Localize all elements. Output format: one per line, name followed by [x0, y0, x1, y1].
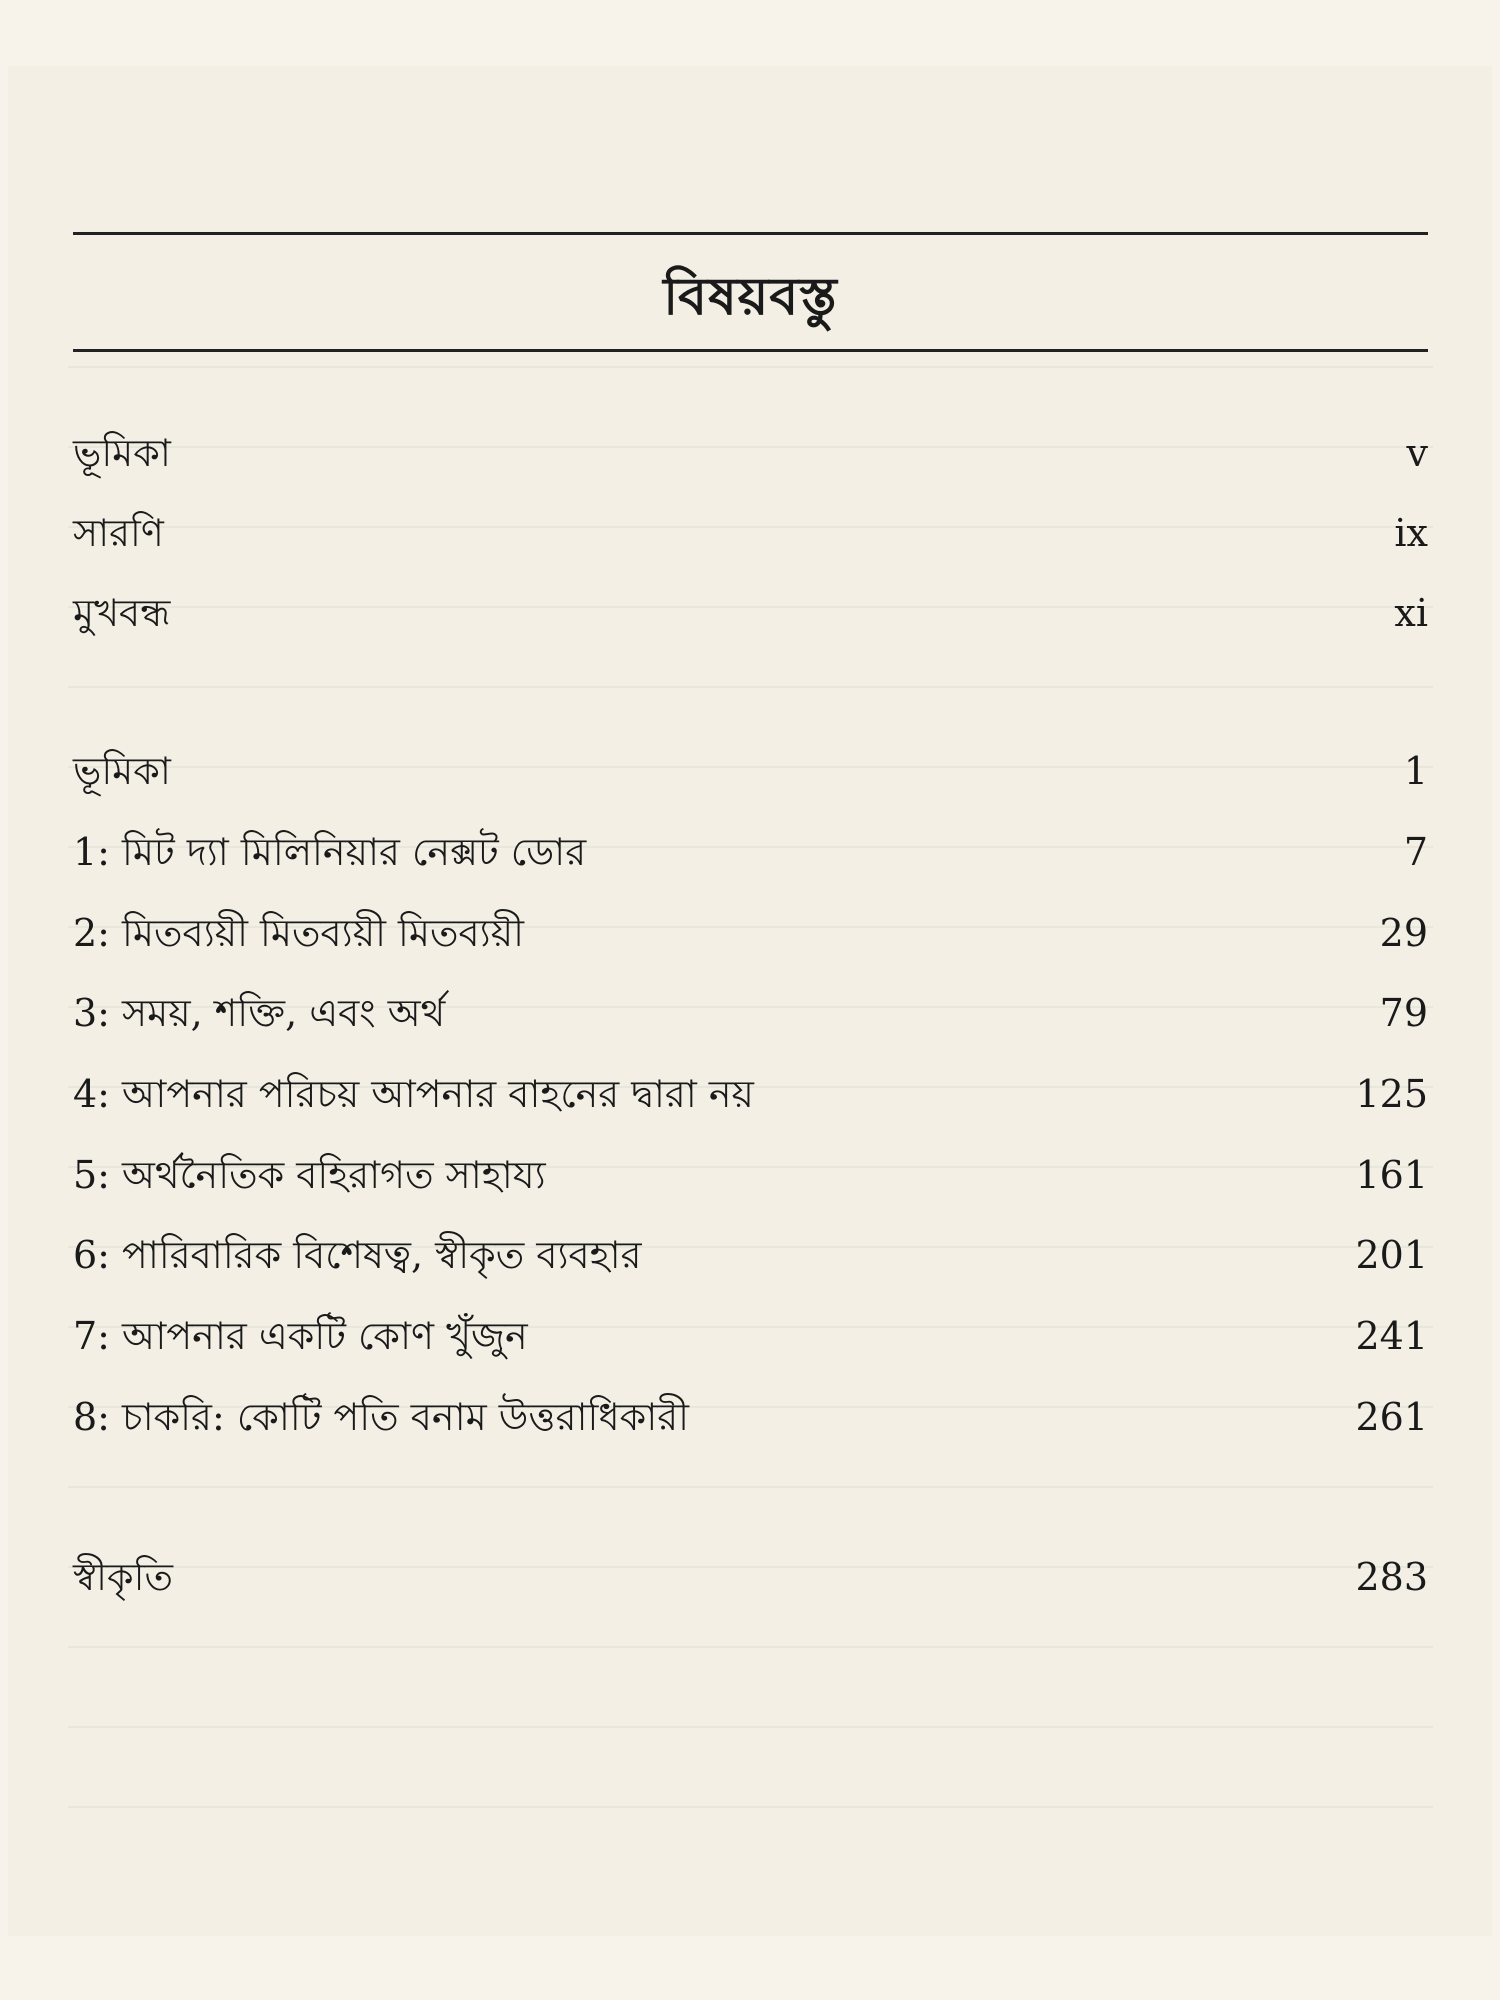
toc-entry-chapter-3: [73, 984, 1428, 1044]
toc-entry-page: ix: [1394, 511, 1428, 555]
toc-entry-label: 1: মিট দ্যা মিলিনিয়ার নেক্সট ডোর: [73, 830, 587, 874]
toc-entry-preface: [73, 424, 1428, 484]
toc-entry-introduction: [73, 742, 1428, 802]
page-title: বিষয়বস্তু: [663, 266, 838, 327]
toc-entry-page: 161: [1355, 1153, 1428, 1197]
toc-entry-label: ভূমিকা: [73, 431, 171, 475]
toc-entry-foreword: [73, 584, 1428, 644]
toc-entry-chapter-7: [73, 1307, 1428, 1367]
toc-entry-label: 3: সময়, শক্তি, এবং অর্থ: [73, 991, 446, 1035]
toc-entry-label: 6: পারিবারিক বিশেষত্ব, স্বীকৃত ব্যবহার: [73, 1233, 642, 1277]
toc-entry-chapter-8: [73, 1388, 1428, 1448]
toc-entry-page: 7: [1403, 830, 1428, 874]
toc-entry-page: xi: [1394, 591, 1428, 635]
toc-entry-label: 2: মিতব্যয়ী মিতব্যয়ী মিতব্যয়ী: [73, 911, 524, 955]
toc-entry-label: ভূমিকা: [73, 749, 171, 793]
toc-entry-acknowledgements: [73, 1548, 1428, 1608]
toc-entry-chapter-1: [73, 823, 1428, 883]
toc-entry-page: 241: [1355, 1314, 1428, 1358]
toc-entry-page: 201: [1355, 1233, 1428, 1277]
top-rule: [73, 232, 1428, 235]
toc-entry-label: 7: আপনার একটি কোণ খুঁজুন: [73, 1314, 528, 1358]
bottom-rule: [73, 349, 1428, 352]
toc-entry-page: 1: [1403, 749, 1428, 793]
toc-entry-page: 125: [1355, 1072, 1428, 1116]
toc-entry-page: 79: [1379, 991, 1428, 1035]
toc-entry-chapter-6: [73, 1226, 1428, 1286]
toc-entry-chapter-5: [73, 1146, 1428, 1206]
toc-entry-page: 283: [1355, 1555, 1428, 1599]
toc-entry-tables: [73, 504, 1428, 564]
toc-entry-page: 29: [1379, 911, 1428, 955]
toc-entry-label: 4: আপনার পরিচয় আপনার বাহনের দ্বারা নয়: [73, 1072, 754, 1116]
toc-entry-label: 8: চাকরি: কোটি পতি বনাম উত্তরাধিকারী: [73, 1395, 690, 1439]
toc-entry-chapter-4: [73, 1065, 1428, 1125]
toc-entry-label: সারণি: [73, 511, 164, 555]
toc-entry-label: মুখবন্ধ: [73, 591, 171, 635]
toc-entry-chapter-2: [73, 904, 1428, 964]
book-page: [8, 66, 1492, 1936]
toc-entry-label: স্বীকৃতি: [73, 1555, 173, 1599]
toc-entry-page: v: [1406, 431, 1428, 475]
toc-entry-page: 261: [1355, 1395, 1428, 1439]
toc-entry-label: 5: অর্থনৈতিক বহিরাগত সাহায্য: [73, 1153, 546, 1197]
